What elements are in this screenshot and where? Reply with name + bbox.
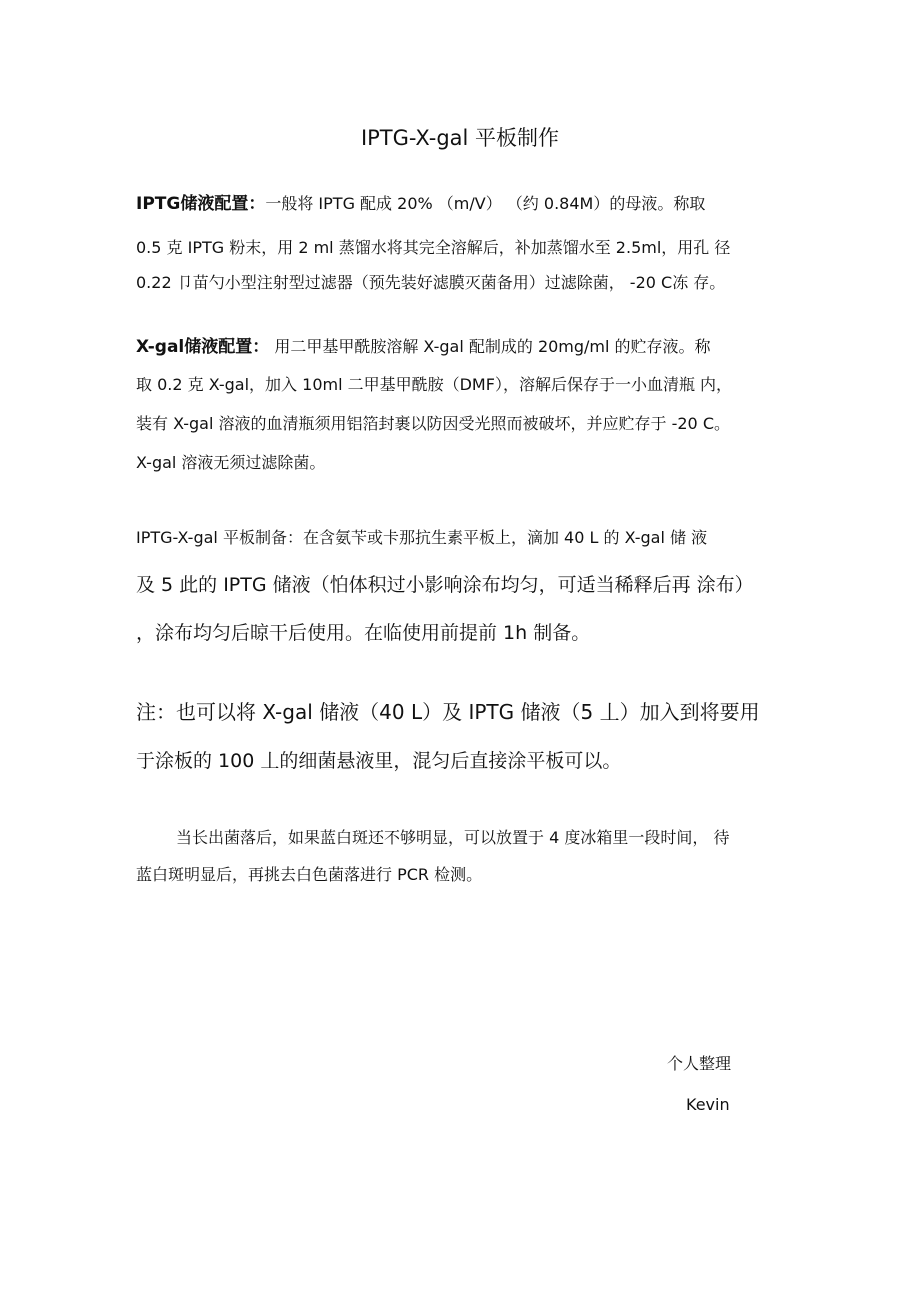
- tip-line-2: 蓝白斑明显后，再挑去白色菌落进行 PCR 检测。: [136, 865, 483, 884]
- xgal-stock-line-4: X-gal 溶液无须过滤除菌。: [136, 453, 326, 472]
- xgal-stock-label: X-gal储液配置：: [136, 337, 270, 357]
- iptg-stock-line-3: 0.22 卩苗勺小型注射型过滤器（预先装好滤膜灭菌备用）过滤除菌， -20 C冻 存。: [136, 273, 726, 292]
- iptg-stock-line-2: 0.5 克 IPTG 粉末，用 2 ml 蒸馏水将其完全溶解后，补加蒸馏水至 2.5ml，用孔 径: [136, 238, 731, 257]
- note-line-1: 注：也可以将 X-gal 储液（40 L）及 IPTG 储液（5 丄）加入到将要用: [136, 700, 760, 724]
- plate-prep-line-1: IPTG-X-gal 平板制备：在含氨苄或卡那抗生素平板上，滴加 40 L 的 X-gal 储 液: [136, 528, 708, 547]
- tip-line-1: 当长出菌落后，如果蓝白斑还不够明显，可以放置于 4 度冰箱里一段时间， 待: [176, 828, 730, 847]
- plate-prep-line-3: ，涂布均匀后晾干后使用。在临使用前提前 1h 制备。: [136, 622, 591, 644]
- xgal-stock-first-line: [136, 339, 711, 356]
- iptg-stock-text: 一般将 IPTG 配成 20% （m/V） （约 0.84M）的母液。称取: [265, 194, 706, 213]
- iptg-stock-first-line: [136, 196, 705, 213]
- xgal-stock-text: 用二甲基甲酰胺溶解 X-gal 配制成的 20mg/ml 的贮存液。称: [269, 337, 711, 356]
- note-line-2: 于涂板的 100 丄的细菌悬液里，混匀后直接涂平板可以。: [136, 750, 622, 772]
- page-title: IPTG-X-gal 平板制作: [360, 126, 560, 150]
- iptg-stock-label: IPTG储液配置：: [136, 194, 266, 214]
- xgal-stock-line-3: 装有 X-gal 溶液的血清瓶须用铝箔封裹以防因受光照而被破坏，并应贮存于 -20 C。: [136, 414, 730, 433]
- signature-name: Kevin: [686, 1095, 730, 1114]
- plate-prep-line-2: 及 5 此的 IPTG 储液（怕体积过小影响涂布均匀，可适当稀释后再 涂布）: [136, 574, 754, 596]
- xgal-stock-line-2: 取 0.2 克 X-gal，加入 10ml 二甲基甲酰胺（DMF），溶解后保存于一小血清瓶 内，: [136, 375, 733, 394]
- signature-note: 个人整理: [667, 1054, 732, 1073]
